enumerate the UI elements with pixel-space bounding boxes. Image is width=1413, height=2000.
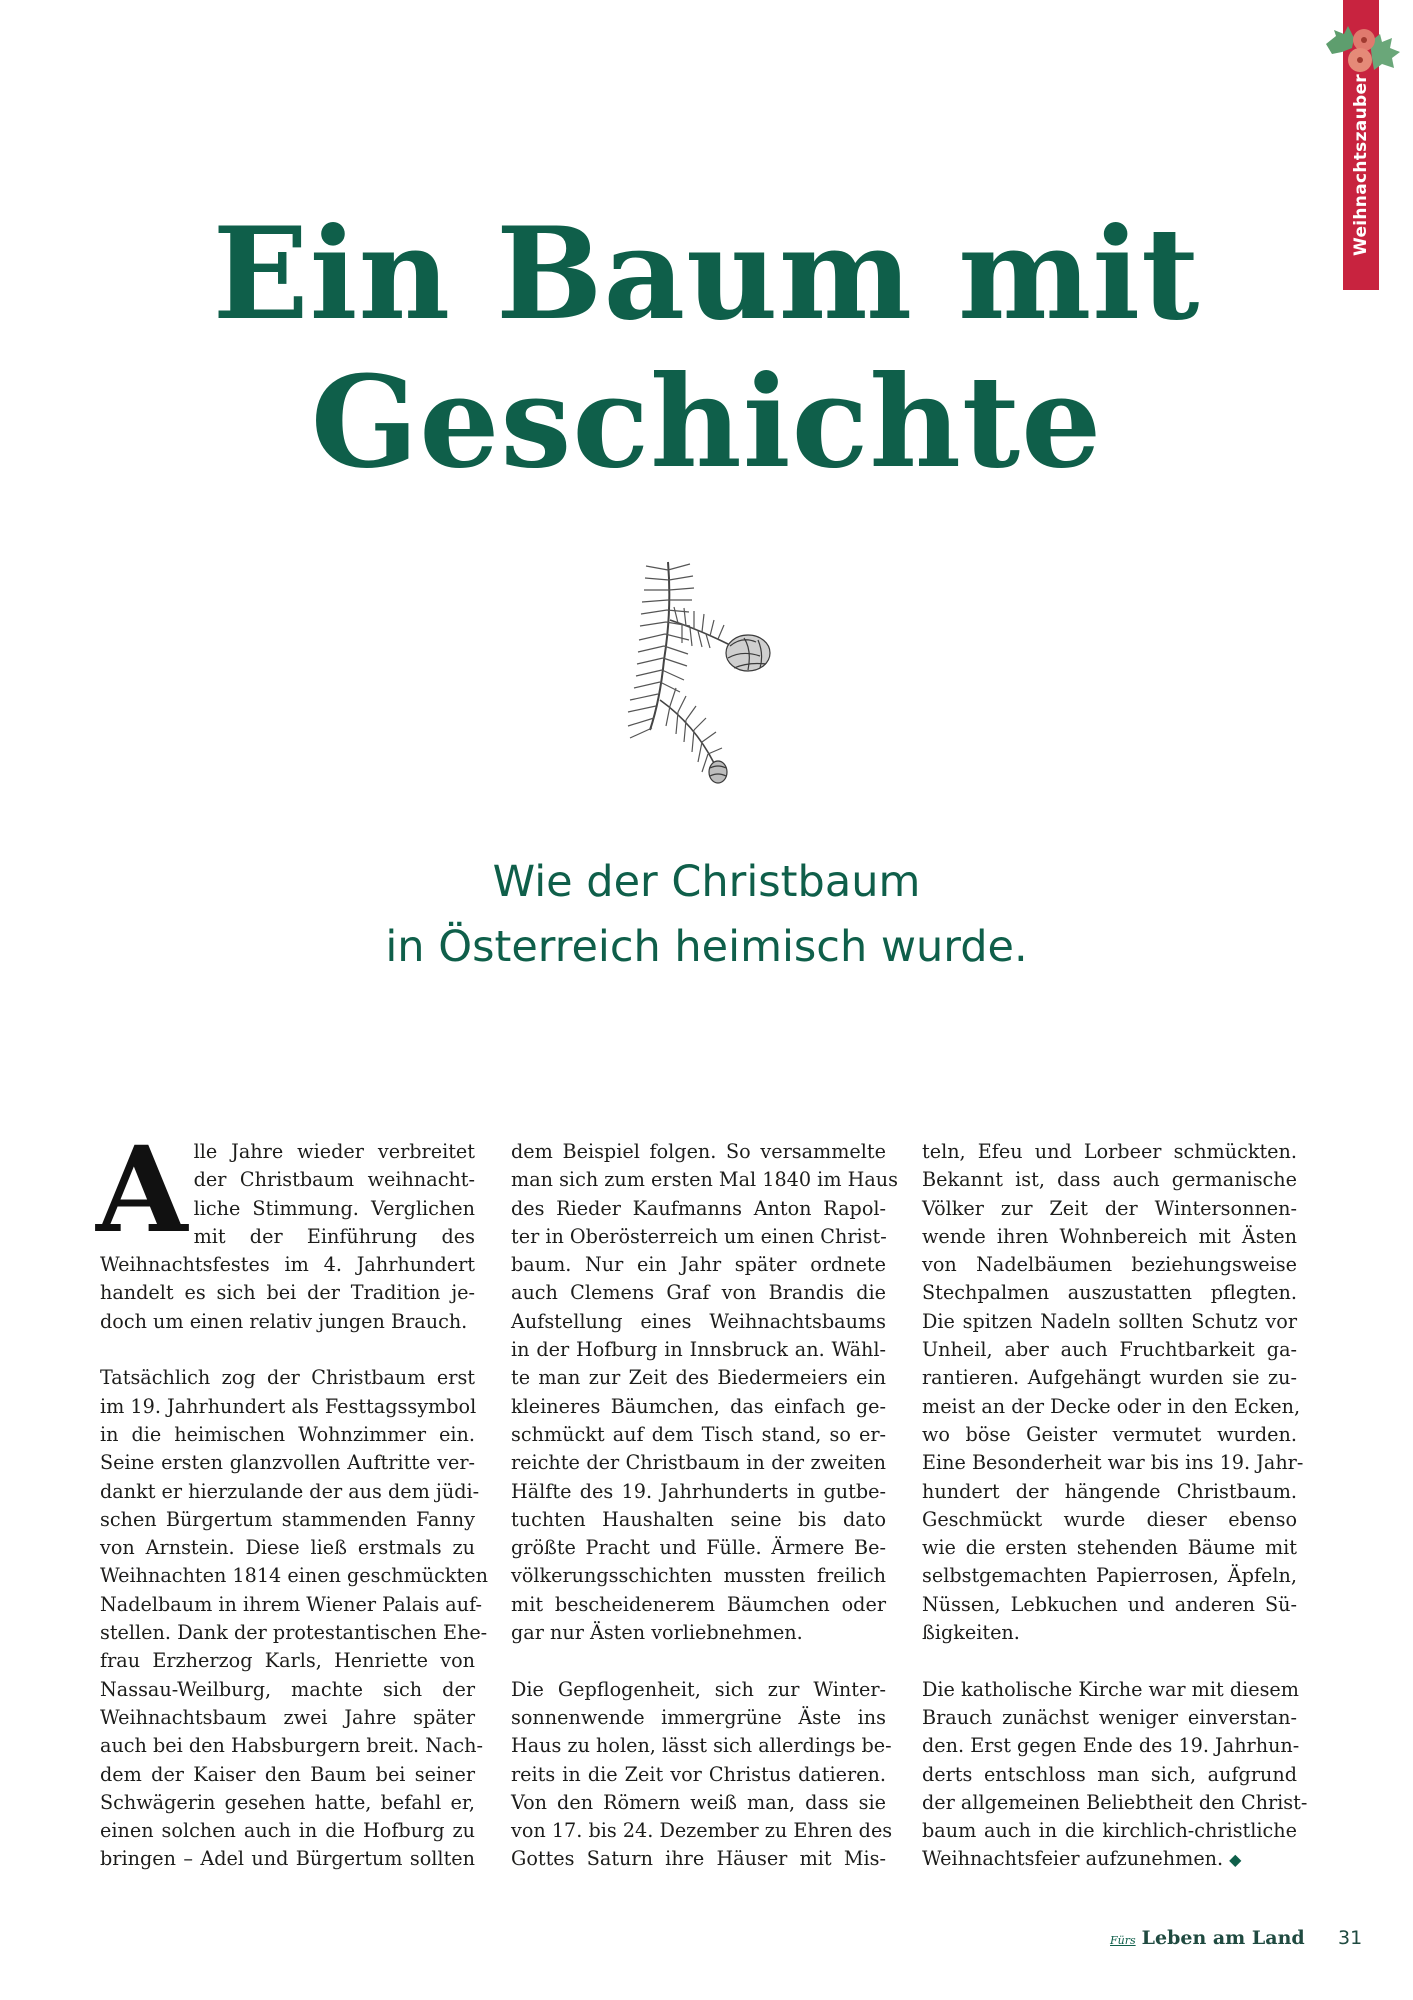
text-line: der Christbaum weihnacht- — [193, 1168, 475, 1192]
text-line: Schwägerin gesehen hatte, befahl er, — [100, 1790, 475, 1814]
text-line: wende ihren Wohnbereich mit Ästen — [922, 1224, 1297, 1248]
text-line: der allgemeinen Beliebtheit den Christ- — [922, 1790, 1308, 1814]
text-line: Die Gepflogenheit, sich zur Winter- — [511, 1677, 886, 1701]
magazine-name: Leben am Land — [1141, 1927, 1305, 1949]
text-line: des Rieder Kaufmanns Anton Rapol- — [511, 1196, 886, 1220]
text-line: im 19. Jahrhundert als Festtagssymbol — [100, 1394, 477, 1418]
text-line: Stechpalmen auszustatten pflegten. — [922, 1281, 1297, 1305]
text-line: Aufstellung eines Weihnachtsbaums — [511, 1309, 886, 1333]
paragraph — [100, 1364, 488, 1873]
text-line: von Nadelbäumen beziehungsweise — [922, 1253, 1297, 1277]
text-line: hundert der hängende Christbaum. — [922, 1479, 1297, 1503]
text-line: reits in die Zeit vor Christus datieren. — [511, 1762, 886, 1786]
text-line: einen solchen auch in die Hofburg zu — [100, 1819, 475, 1843]
text-line: te man zur Zeit des Biedermeiers ein — [511, 1366, 886, 1390]
subtitle-line-2: in Österreich heimisch wurde. — [385, 922, 1028, 972]
text-line: dem Beispiel folgen. So versammelte — [511, 1140, 886, 1163]
text-line: dem der Kaiser den Baum bei seiner — [100, 1762, 475, 1786]
text-line-content: Weihnachtsfeier aufzunehmen. — [922, 1847, 1224, 1871]
page-number: 31 — [1338, 1927, 1363, 1949]
text-line: Weihnachten 1814 einen geschmückten — [100, 1564, 488, 1588]
text-line: Geschmückt wurde dieser ebenso — [922, 1507, 1297, 1531]
article-column-1 — [96, 1120, 488, 1902]
text-line: Hälfte des 19. Jahrhunderts in gutbe- — [511, 1479, 886, 1503]
article-column-2 — [511, 1138, 898, 1902]
text-line: reichte der Christbaum in der zweiten — [511, 1451, 886, 1475]
text-line: bringen – Adel und Bürgertum sollten — [100, 1847, 475, 1871]
text-line: größte Pracht und Fülle. Ärmere Be- — [511, 1536, 886, 1560]
text-line: wo böse Geister vermutet wurden. — [922, 1422, 1297, 1446]
text-line: Gottes Saturn ihre Häuser mit Mis- — [511, 1847, 886, 1871]
paragraph — [96, 1120, 475, 1336]
text-line: man sich zum ersten Mal 1840 im Haus — [511, 1168, 898, 1192]
text-line: wie die ersten stehenden Bäume mit — [922, 1536, 1297, 1560]
text-line: stellen. Dank der protestantischen Ehe- — [100, 1621, 488, 1645]
article-subtitle — [0, 850, 1413, 980]
article-column-3 — [922, 1138, 1308, 1903]
text-line: Seine ersten glanzvollen Auftritte ver- — [100, 1451, 475, 1475]
text-line: ter in Oberösterreich um einen Christ- — [511, 1224, 887, 1248]
magazine-prefix: Fürs — [1110, 1934, 1136, 1947]
text-line: Brauch zunächst weniger einverstan- — [922, 1705, 1297, 1729]
text-line: kleineres Bäumchen, das einfach ge- — [511, 1394, 886, 1418]
text-line: auch Clemens Graf von Brandis die — [511, 1281, 886, 1305]
fir-branch-illustration — [620, 550, 810, 800]
text-line: tuchten Haushalten seine bis dato — [511, 1507, 886, 1531]
text-line: mit der Einführung des — [193, 1224, 475, 1248]
text-line: ßigkeiten. — [922, 1621, 1020, 1645]
text-line: Weihnachtsfestes im 4. Jahrhundert — [100, 1253, 475, 1277]
text-line: auch bei den Habsburgern breit. Nach- — [100, 1734, 484, 1758]
text-line: rantieren. Aufgehängt wurden sie zu- — [922, 1366, 1297, 1390]
text-line: baum. Nur ein Jahr später ordnete — [511, 1253, 886, 1277]
text-line: mit bescheidenerem Bäumchen oder — [511, 1592, 886, 1616]
text-line: Nadelbaum in ihrem Wiener Palais auf- — [100, 1592, 482, 1616]
text-line: Von den Römern weiß man, dass sie — [511, 1790, 886, 1814]
text-line: den. Erst gegen Ende des 19. Jahrhun- — [922, 1734, 1300, 1758]
text-line: Nassau-Weilburg, machte sich der — [100, 1677, 475, 1701]
text-line: von Arnstein. Diese ließ erstmals zu — [100, 1536, 475, 1560]
text-line: Die katholische Kirche war mit diesem — [922, 1677, 1299, 1701]
text-line: Nüssen, Lebkuchen und anderen Sü- — [922, 1592, 1297, 1616]
text-line: teln, Efeu und Lorbeer schmückten. — [922, 1140, 1297, 1163]
page-footer — [1110, 1927, 1363, 1957]
text-line: Völker zur Zeit der Wintersonnen- — [922, 1196, 1297, 1220]
title-line-1: Ein Baum mit — [212, 200, 1201, 348]
text-line: in der Hofburg in Innsbruck an. Wähl- — [511, 1338, 886, 1362]
section-label: Weihnachtszauber — [1351, 74, 1371, 256]
text-line: in die heimischen Wohnzimmer ein. — [100, 1422, 475, 1446]
text-line: selbstgemachten Papierrosen, Äpfeln, — [922, 1564, 1297, 1588]
text-line: Weihnachtsbaum zwei Jahre später — [100, 1705, 475, 1729]
text-line: Eine Besonderheit war bis ins 19. Jahr- — [922, 1451, 1304, 1475]
title-line-2: Geschichte — [310, 348, 1103, 496]
holly-berries-icon — [1322, 22, 1402, 78]
text-line: baum auch in die kirchlich-christliche — [922, 1819, 1297, 1843]
text-line: gar nur Ästen vorliebnehmen. — [511, 1621, 803, 1645]
text-line: schen Bürgertum stammenden Fanny — [100, 1507, 475, 1531]
text-line — [922, 1845, 1297, 1874]
text-line: sonnenwende immergrüne Äste ins — [511, 1705, 886, 1729]
text-line: lle Jahre wieder verbreitet — [193, 1140, 475, 1163]
text-line: von 17. bis 24. Dezember zu Ehren des — [511, 1819, 893, 1843]
text-line: schmückt auf dem Tisch stand, so er- — [511, 1422, 886, 1446]
text-line: Die spitzen Nadeln sollten Schutz vor — [922, 1309, 1297, 1333]
text-line: derts entschloss man sich, aufgrund — [922, 1762, 1297, 1786]
text-line: völkerungsschichten mussten freilich — [511, 1564, 886, 1588]
text-line: Bekannt ist, dass auch germanische — [922, 1168, 1297, 1192]
text-line: Unheil, aber auch Fruchtbarkeit ga- — [922, 1338, 1297, 1362]
text-line: handelt es sich bei der Tradition je- — [100, 1281, 475, 1305]
drop-cap: A — [96, 1120, 188, 1259]
paragraph — [922, 1138, 1304, 1647]
text-line: doch um einen relativ jungen Brauch. — [100, 1309, 468, 1333]
text-line: Haus zu holen, lässt sich allerdings be- — [511, 1734, 892, 1758]
paragraph — [511, 1676, 893, 1874]
subtitle-line-1: Wie der Christbaum — [492, 857, 921, 907]
paragraph — [511, 1138, 898, 1647]
text-line: dankt er hierzulande der aus dem jüdi- — [100, 1479, 480, 1503]
text-line: liche Stimmung. Verglichen — [193, 1196, 475, 1220]
text-line: Tatsächlich zog der Christbaum erst — [100, 1366, 475, 1390]
text-line: meist an der Decke oder in den Ecken, — [922, 1394, 1301, 1418]
end-mark-diamond-icon: ◆ — [1229, 1850, 1242, 1870]
paragraph — [922, 1676, 1308, 1875]
text-line: frau Erzherzog Karls, Henriette von — [100, 1649, 475, 1673]
article-title — [0, 200, 1413, 496]
